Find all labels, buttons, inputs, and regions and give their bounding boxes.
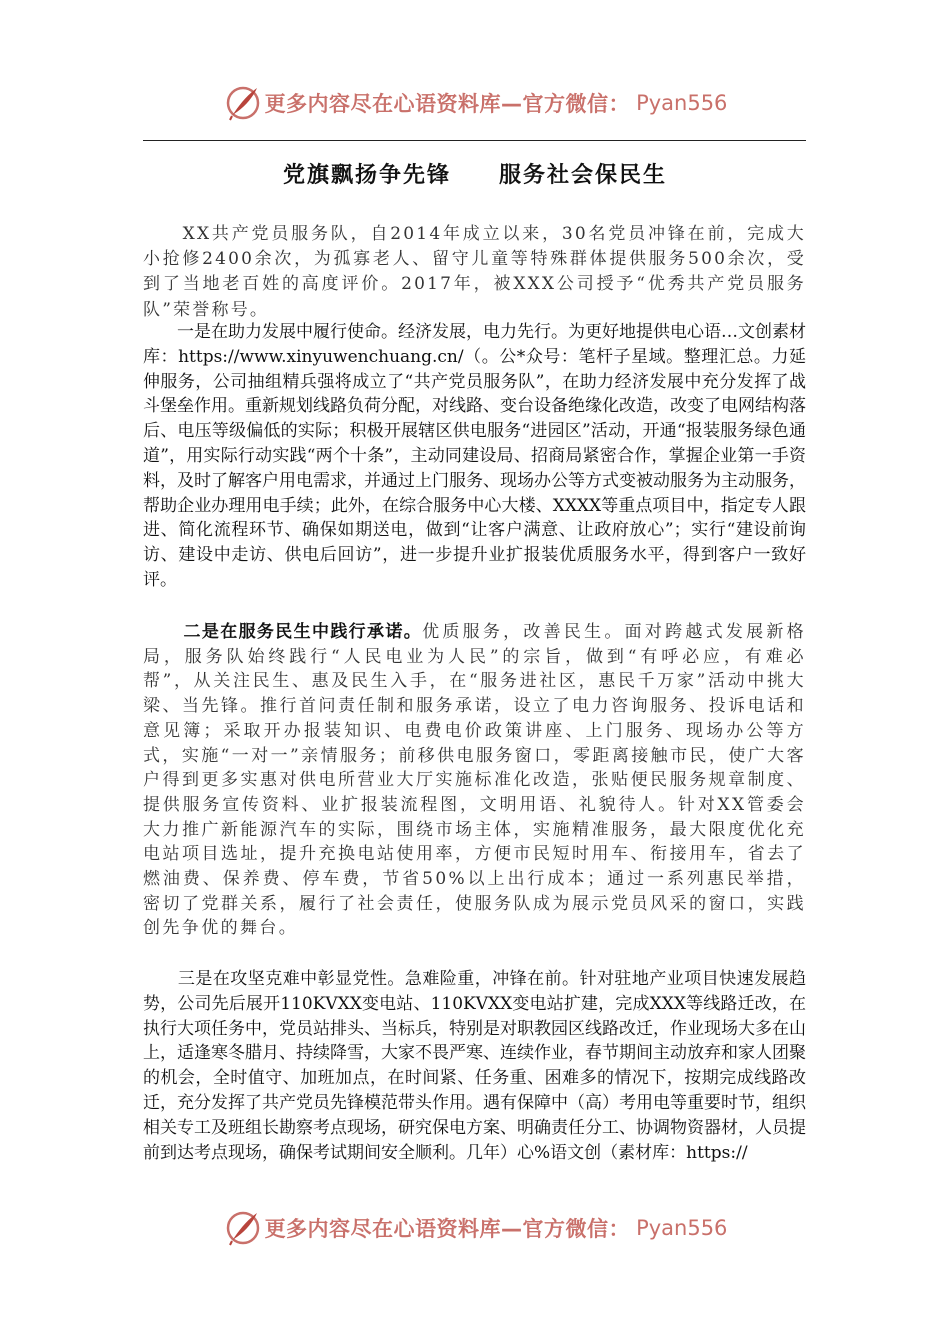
banner-wechat-id: Pyan556 xyxy=(636,91,728,115)
paragraph-one: 一是在助力发展中履行使命。经济发展，电力先行。为更好地提供电心语…文创素材库：https://www.xinyuwenchuang.cn/（。公*众号：笔杆子星域。整理汇总。力延伸服务，公司抽组精兵强将成立了“共产党员服务队”，在助力经济发展中充分发挥了战斗堡垒作用。重新规划线路负荷分配，对线路、变台设备绝缘化改造，改变了电网结构落后、电压等级偏低的实际；积极开展辖区供电服务“进园区”活动，开通“报装服务绿色通道”，用实际行动实践“两个十条”，主动同建设局、招商局紧密合作，掌握企业第一手资料，及时了解客户用电需求，并通过上门服务、现场办公等方式变被动服务为主动服务，帮助企业办理用电手续；此外，在综合服务中心大楼、XXXX等重点项目中，指定专人跟进、简化流程环节、确保如期送电，做到“让客户满意、让政府放心”；实行“建设前询访、建设中走访、供电后回访”，进一步提升业扩报装优质服务水平，得到客户一致好评。 xyxy=(143,322,806,590)
banner-text: 更多内容尽在心语资料库—官方微信： xyxy=(264,1217,631,1241)
paragraph-two-lead: 二是在服务民生中践行承诺。 xyxy=(183,622,423,642)
quill-logo-icon xyxy=(223,1208,263,1248)
banner-text: 更多内容尽在心语资料库—官方微信： xyxy=(264,92,631,116)
paragraph-two-body: 优质服务，改善民生。面对跨越式发展新格局，服务队始终践行“人民电业为人民”的宗旨，做到“有呼必应，有难必帮”，从关注民生、惠及民生入手，在“服务进社区，惠民千万家”活动中挑大梁、当先锋。推行首问责任制和服务承诺，设立了电力咨询服务、投诉电话和意见簿；采取开办报装知识、电费电价政策讲座、上门服务、现场办公等方式，实施“一对一”亲情服务；前移供电服务窗口，零距离接触市民，使广大客户得到更多实惠对供电所营业大厅实施标准化改造，张贴便民服务规章制度、提供服务宣传资料、业扩报装流程图，文明用语、礼貌待人。针对XX管委会大力推广新能源汽车的实际，围绕市场主体，实施精准服务，最大限度优化充电站项目选址，提升充换电站使用率，方便市民短时用车、衔接用车，省去了燃油费、保养费、停车费，节省50%以上出行成本；通过一系列惠民举措，密切了党群关系，履行了社会责任，使服务队成为展示党员风采的窗口，实践创先争优的舞台。 xyxy=(143,622,806,939)
paragraph-three: 三是在攻坚克难中彰显党性。急难险重，冲锋在前。针对驻地产业项目快速发展趋势，公司先后展开110KVXX变电站、110KVXX变电站扩建，完成XXX等线路迁改，在执行大项任务中，党员站排头、当标兵，特别是对职教园区线路改迁，作业现场大多在山上，适逢寒冬腊月、持续降雪，大家不畏严寒、连续作业，春节期间主动放弃和家人团聚的机会，全时值守、加班加点，在时间紧、任务重、困难多的情况下，按期完成线路改迁，充分发挥了共产党员先锋模范带头作用。遇有保障中（高）考用电等重要时节，组织相关专工及班组长勘察考点现场，研究保电方案、明确责任分工、协调物资器材，人员提前到达考点现场，确保考试期间安全顺利。几年）心%语文创（素材库：https:// xyxy=(143,969,806,1163)
document-title: 党旗飘扬争先锋 服务社会保民生 xyxy=(282,163,667,188)
banner-wechat-id: Pyan556 xyxy=(636,1216,728,1240)
header-banner xyxy=(0,78,950,128)
intro-paragraph: XX共产党员服务队，自2014年成立以来，30名党员冲锋在前，完成大小抢修2400余次，为孤寡老人、留守儿童等特殊群体提供服务500余次，受到了当地老百姓的高度评价。2017年，被XXX公司授予“优秀共产党员服务队”荣誉称号。 xyxy=(143,224,806,320)
quill-logo-icon xyxy=(223,83,263,123)
paragraph-two xyxy=(143,620,806,941)
header-divider xyxy=(143,140,806,141)
footer-banner xyxy=(0,1203,950,1253)
